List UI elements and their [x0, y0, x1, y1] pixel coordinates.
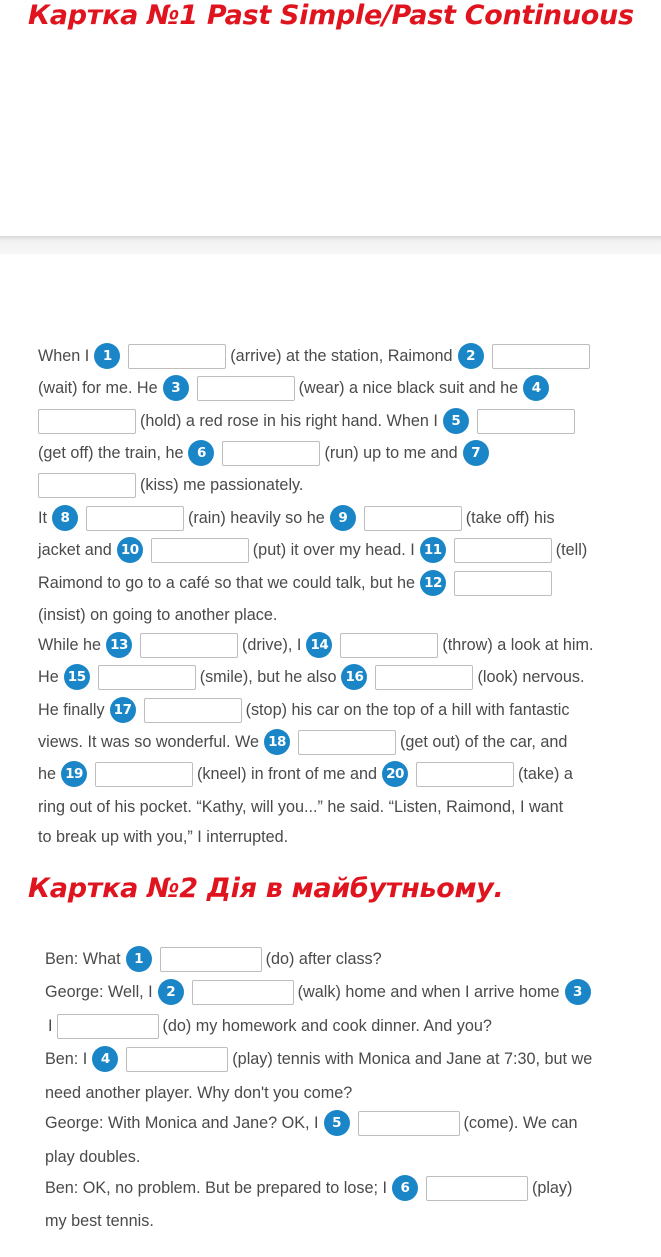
exercise-line — [45, 1078, 352, 1108]
answer-gap-17[interactable] — [144, 698, 242, 723]
exercise-text: need another player. Why don't you come? — [45, 1083, 353, 1102]
exercise-line — [48, 1011, 492, 1041]
gap-number-badge: 4 — [523, 375, 549, 401]
answer-gap-8[interactable] — [86, 506, 184, 531]
gap-number-badge: 8 — [52, 505, 78, 531]
answer-gap-20[interactable] — [416, 762, 514, 787]
exercise-text: Raimond to go to a café so that we could talk, but he — [38, 573, 416, 592]
gap-number-badge: 10 — [117, 537, 143, 563]
exercise-text: (insist) on going to another place. — [38, 605, 278, 624]
answer-gap-14[interactable] — [340, 633, 438, 658]
exercise-text: (look) nervous. — [477, 667, 585, 686]
exercise-text: (run) up to me and — [324, 443, 458, 462]
answer-gap-5[interactable] — [477, 409, 575, 434]
gap-number-badge: 4 — [92, 1046, 118, 1072]
exercise-text: (do) my homework and cook dinner. And you? — [162, 1016, 492, 1035]
exercise-text: to break up with you,” I interrupted. — [38, 827, 289, 846]
answer-gap-7[interactable] — [38, 473, 136, 498]
exercise-line — [38, 662, 585, 692]
gap-number-badge: 6 — [392, 1175, 418, 1201]
gap-number-badge: 5 — [324, 1110, 350, 1136]
gap-number-badge: 19 — [61, 761, 87, 787]
exercise-line — [45, 1173, 572, 1203]
answer-gap-4[interactable] — [38, 409, 136, 434]
section-divider — [0, 236, 661, 254]
exercise-text: he — [38, 764, 57, 783]
gap-number-badge: 3 — [565, 979, 591, 1005]
gap-number-badge: 14 — [306, 632, 332, 658]
exercise-text: Ben: OK, no problem. But be prepared to lose; I — [45, 1178, 387, 1197]
exercise-line — [38, 695, 570, 725]
answer-gap-3[interactable] — [57, 1014, 159, 1039]
exercise-line — [38, 535, 587, 565]
exercise-text: (walk) home and when I arrive home — [297, 982, 560, 1001]
answer-gap-18[interactable] — [298, 730, 396, 755]
exercise-line — [45, 1142, 140, 1172]
exercise-line — [38, 759, 573, 789]
exercise-text: He finally — [38, 700, 105, 719]
exercise-text: (take off) his — [465, 508, 555, 527]
answer-gap-9[interactable] — [364, 506, 462, 531]
exercise-text: (play) — [531, 1178, 573, 1197]
exercise-text: play doubles. — [45, 1147, 141, 1166]
exercise-text: (throw) a look at him. — [442, 635, 594, 654]
exercise-text: (do) after class? — [265, 949, 382, 968]
answer-gap-19[interactable] — [95, 762, 193, 787]
exercise-line — [45, 977, 595, 1007]
answer-gap-2[interactable] — [192, 980, 294, 1005]
answer-gap-10[interactable] — [151, 538, 249, 563]
exercise-line — [38, 341, 594, 371]
exercise-text: (come). We can — [463, 1113, 578, 1132]
exercise-text: George: Well, I — [45, 982, 153, 1001]
exercise-text: Ben: I — [45, 1049, 88, 1068]
gap-number-badge: 9 — [330, 505, 356, 531]
exercise-text: ring out of his pocket. “Kathy, will you...” he said. “Listen, Raimond, I want — [38, 797, 564, 816]
exercise-text: (stop) his car on the top of a hill with fantastic — [245, 700, 570, 719]
gap-number-badge: 3 — [163, 375, 189, 401]
answer-gap-11[interactable] — [454, 538, 552, 563]
gap-number-badge: 13 — [106, 632, 132, 658]
exercise-text: jacket and — [38, 540, 112, 559]
exercise-text: (kiss) me passionately. — [140, 475, 304, 494]
gap-number-badge: 1 — [126, 946, 152, 972]
exercise-line — [45, 944, 382, 974]
exercise-text: (arrive) at the station, Raimond — [230, 346, 453, 365]
exercise-line — [45, 1044, 592, 1074]
gap-number-badge: 17 — [110, 697, 136, 723]
exercise-line — [38, 438, 493, 468]
exercise-text: (play) tennis with Monica and Jane at 7:30, but we — [232, 1049, 593, 1068]
answer-gap-3[interactable] — [197, 376, 295, 401]
exercise-text: I — [48, 1016, 53, 1035]
gap-number-badge: 18 — [264, 729, 290, 755]
gap-number-badge: 16 — [341, 664, 367, 690]
gap-number-badge: 11 — [420, 537, 446, 563]
gap-number-badge: 5 — [443, 408, 469, 434]
exercise-text: (rain) heavily so he — [188, 508, 325, 527]
exercise-text: Ben: What — [45, 949, 121, 968]
answer-gap-5[interactable] — [358, 1111, 460, 1136]
exercise-text: (hold) a red rose in his right hand. When I — [140, 411, 438, 430]
exercise-text: While he — [38, 635, 101, 654]
card2-title: Картка №2 Дія в майбутньому. — [28, 873, 504, 904]
gap-number-badge: 1 — [94, 343, 120, 369]
exercise-line — [38, 503, 555, 533]
answer-gap-13[interactable] — [140, 633, 238, 658]
exercise-text: views. It was so wonderful. We — [38, 732, 260, 751]
answer-gap-6[interactable] — [222, 441, 320, 466]
exercise-text: When I — [38, 346, 90, 365]
answer-gap-15[interactable] — [98, 665, 196, 690]
exercise-text: (tell) — [555, 540, 588, 559]
exercise-text: (get out) of the car, and — [400, 732, 568, 751]
exercise-line — [38, 727, 567, 757]
exercise-line — [38, 373, 553, 403]
answer-gap-1[interactable] — [160, 947, 262, 972]
answer-gap-6[interactable] — [426, 1176, 528, 1201]
exercise-line — [38, 600, 277, 630]
gap-number-badge: 20 — [382, 761, 408, 787]
answer-gap-2[interactable] — [492, 344, 590, 369]
exercise-line — [38, 792, 563, 822]
gap-number-badge: 2 — [458, 343, 484, 369]
exercise-text: (take) a — [517, 764, 573, 783]
exercise-line — [34, 470, 303, 500]
exercise-text: (put) it over my head. I — [252, 540, 415, 559]
exercise-line — [45, 1206, 154, 1236]
exercise-text: my best tennis. — [45, 1211, 154, 1230]
exercise-line — [34, 406, 579, 436]
exercise-text: George: With Monica and Jane? OK, I — [45, 1113, 319, 1132]
exercise-line — [38, 630, 594, 660]
answer-gap-12[interactable] — [454, 571, 552, 596]
answer-gap-4[interactable] — [126, 1047, 228, 1072]
exercise-text: (wear) a nice black suit and he — [298, 378, 519, 397]
gap-number-badge: 2 — [158, 979, 184, 1005]
gap-number-badge: 15 — [64, 664, 90, 690]
answer-gap-16[interactable] — [375, 665, 473, 690]
answer-gap-1[interactable] — [128, 344, 226, 369]
exercise-text: It — [38, 508, 47, 527]
exercise-text: (get off) the train, he — [38, 443, 184, 462]
card1-title: Картка №1 Past Simple/Past Continuous — [28, 0, 634, 31]
exercise-text: (kneel) in front of me and — [197, 764, 377, 783]
exercise-line — [45, 1108, 577, 1138]
gap-number-badge: 12 — [420, 570, 446, 596]
exercise-text: (wait) for me. He — [38, 378, 158, 397]
gap-number-badge: 6 — [188, 440, 214, 466]
exercise-text: (smile), but he also — [199, 667, 337, 686]
exercise-line — [38, 568, 556, 598]
gap-number-badge: 7 — [463, 440, 489, 466]
exercise-text: He — [38, 667, 59, 686]
exercise-line — [38, 822, 288, 852]
exercise-text: (drive), I — [241, 635, 302, 654]
